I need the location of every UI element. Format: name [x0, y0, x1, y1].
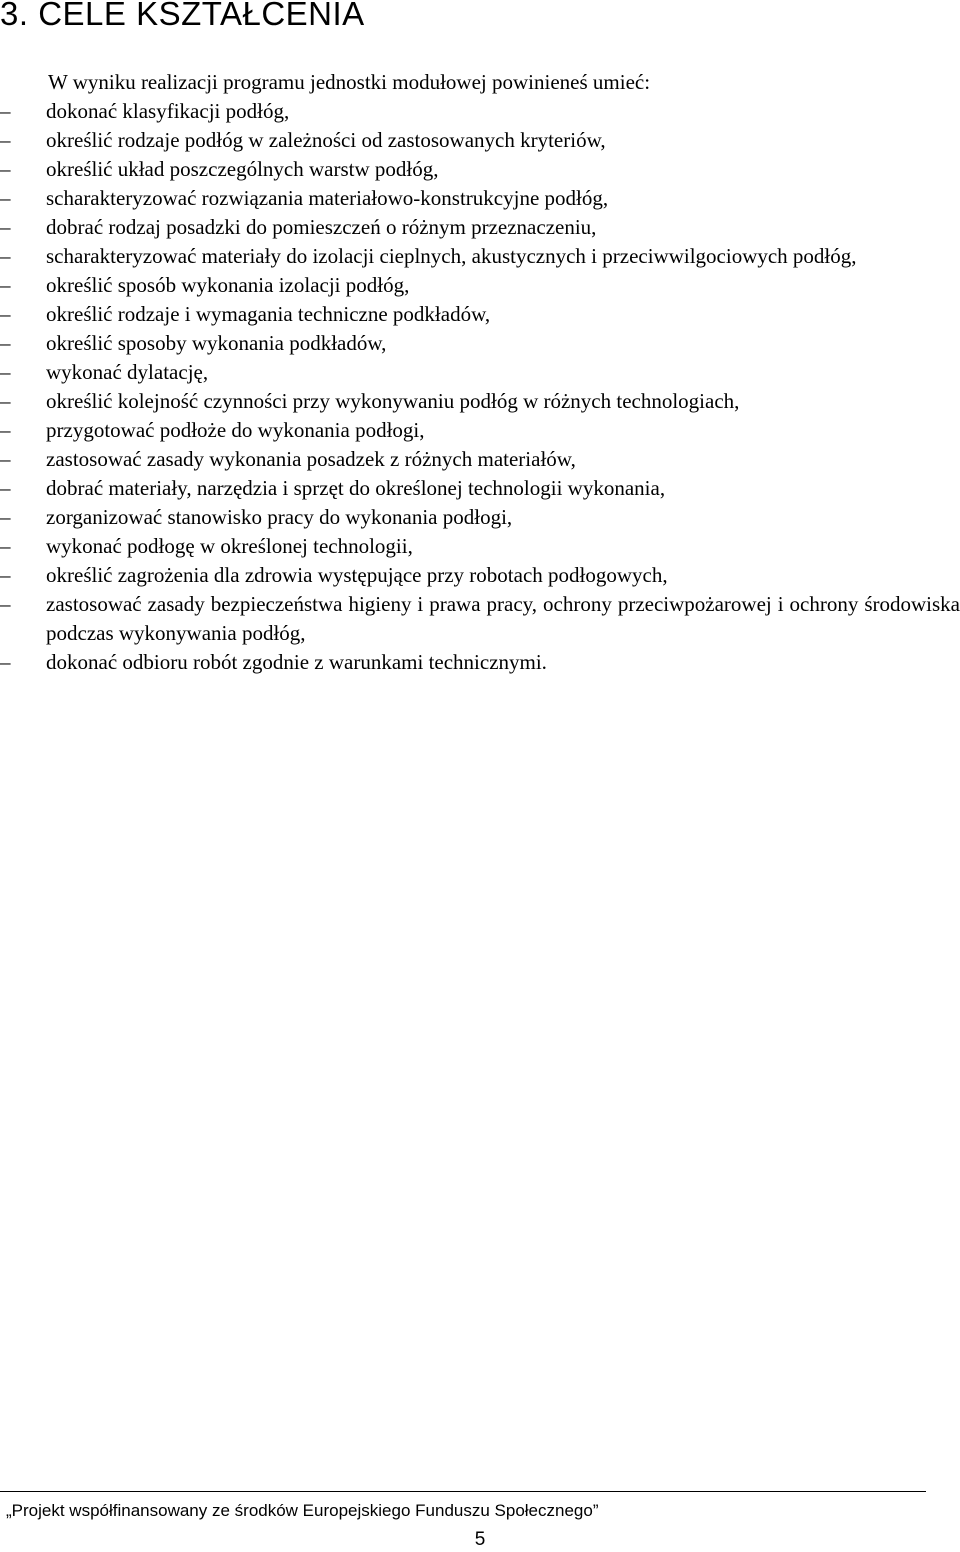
- dash-bullet: –: [0, 563, 11, 587]
- page-number: 5: [474, 1529, 486, 1550]
- objective-text: scharakteryzować rozwiązania materiałowo-konstrukcyjne podłóg,: [46, 186, 609, 210]
- list-item: [0, 155, 960, 184]
- objective-text: przygotować podłoże do wykonania podłogi,: [46, 418, 425, 442]
- list-item: [0, 474, 960, 503]
- objective-text: określić układ poszczególnych warstw podłóg,: [46, 157, 439, 181]
- objective-text: określić sposoby wykonania podkładów,: [46, 331, 387, 355]
- list-item: [0, 329, 960, 358]
- dash-bullet: –: [0, 389, 11, 413]
- dash-bullet: –: [0, 302, 11, 326]
- dash-bullet: –: [0, 447, 11, 471]
- objective-text: dokonać klasyfikacji podłóg,: [46, 99, 290, 123]
- list-item: [0, 445, 960, 474]
- section-heading: 3. CELE KSZTAŁCENIA: [0, 0, 365, 32]
- list-item: [0, 532, 960, 561]
- dash-bullet: –: [0, 128, 11, 152]
- footer-project-note: „Projekt współfinansowany ze środków Europejskiego Funduszu Społecznego”: [6, 1501, 599, 1520]
- dash-bullet: –: [0, 244, 11, 268]
- objective-text: wykonać podłogę w określonej technologii,: [46, 534, 413, 558]
- footer-divider: [0, 1491, 926, 1492]
- objective-text: zastosować zasady wykonania posadzek z różnych materiałów,: [46, 447, 576, 471]
- list-item: [0, 590, 960, 648]
- dash-bullet: –: [0, 592, 11, 616]
- objective-text: określić sposób wykonania izolacji podłóg,: [46, 273, 410, 297]
- objective-text: zastosować zasady bezpieczeństwa higieny i prawa pracy, ochrony przeciwpożarowej i ochrony środowiska podczas wykonywania podłóg,: [46, 592, 960, 645]
- dash-bullet: –: [0, 157, 11, 181]
- list-item: [0, 126, 960, 155]
- list-item: [0, 271, 960, 300]
- dash-bullet: –: [0, 186, 11, 210]
- dash-bullet: –: [0, 99, 11, 123]
- objective-text: scharakteryzować materiały do izolacji cieplnych, akustycznych i przeciwwilgociowych podłóg,: [46, 244, 857, 268]
- objective-text: wykonać dylatację,: [46, 360, 209, 384]
- list-item: [0, 503, 960, 532]
- dash-bullet: –: [0, 418, 11, 442]
- objective-text: określić zagrożenia dla zdrowia występujące przy robotach podłogowych,: [46, 563, 668, 587]
- objective-text: dokonać odbioru robót zgodnie z warunkami technicznymi.: [46, 650, 547, 674]
- objective-text: dobrać rodzaj posadzki do pomieszczeń o różnym przeznaczeniu,: [46, 215, 597, 239]
- objective-text: określić rodzaje i wymagania techniczne podkładów,: [46, 302, 491, 326]
- dash-bullet: –: [0, 331, 11, 355]
- list-item: [0, 97, 960, 126]
- list-item: [0, 358, 960, 387]
- list-item: [0, 213, 960, 242]
- intro-text: W wyniku realizacji programu jednostki modułowej powinieneś umieć:: [48, 70, 651, 94]
- dash-bullet: –: [0, 273, 11, 297]
- dash-bullet: –: [0, 505, 11, 529]
- objective-text: określić rodzaje podłóg w zależności od zastosowanych kryteriów,: [46, 128, 606, 152]
- dash-bullet: –: [0, 650, 11, 674]
- list-item: [0, 561, 960, 590]
- list-item: [0, 416, 960, 445]
- objectives-list: [0, 97, 960, 677]
- list-item: [0, 184, 960, 213]
- list-item: [0, 242, 960, 271]
- objective-text: określić kolejność czynności przy wykonywaniu podłóg w różnych technologiach,: [46, 389, 740, 413]
- objective-text: zorganizować stanowisko pracy do wykonania podłogi,: [46, 505, 513, 529]
- dash-bullet: –: [0, 215, 11, 239]
- dash-bullet: –: [0, 534, 11, 558]
- list-item: [0, 387, 960, 416]
- dash-bullet: –: [0, 476, 11, 500]
- objective-text: dobrać materiały, narzędzia i sprzęt do określonej technologii wykonania,: [46, 476, 666, 500]
- dash-bullet: –: [0, 360, 11, 384]
- list-item: [0, 648, 960, 677]
- list-item: [0, 300, 960, 329]
